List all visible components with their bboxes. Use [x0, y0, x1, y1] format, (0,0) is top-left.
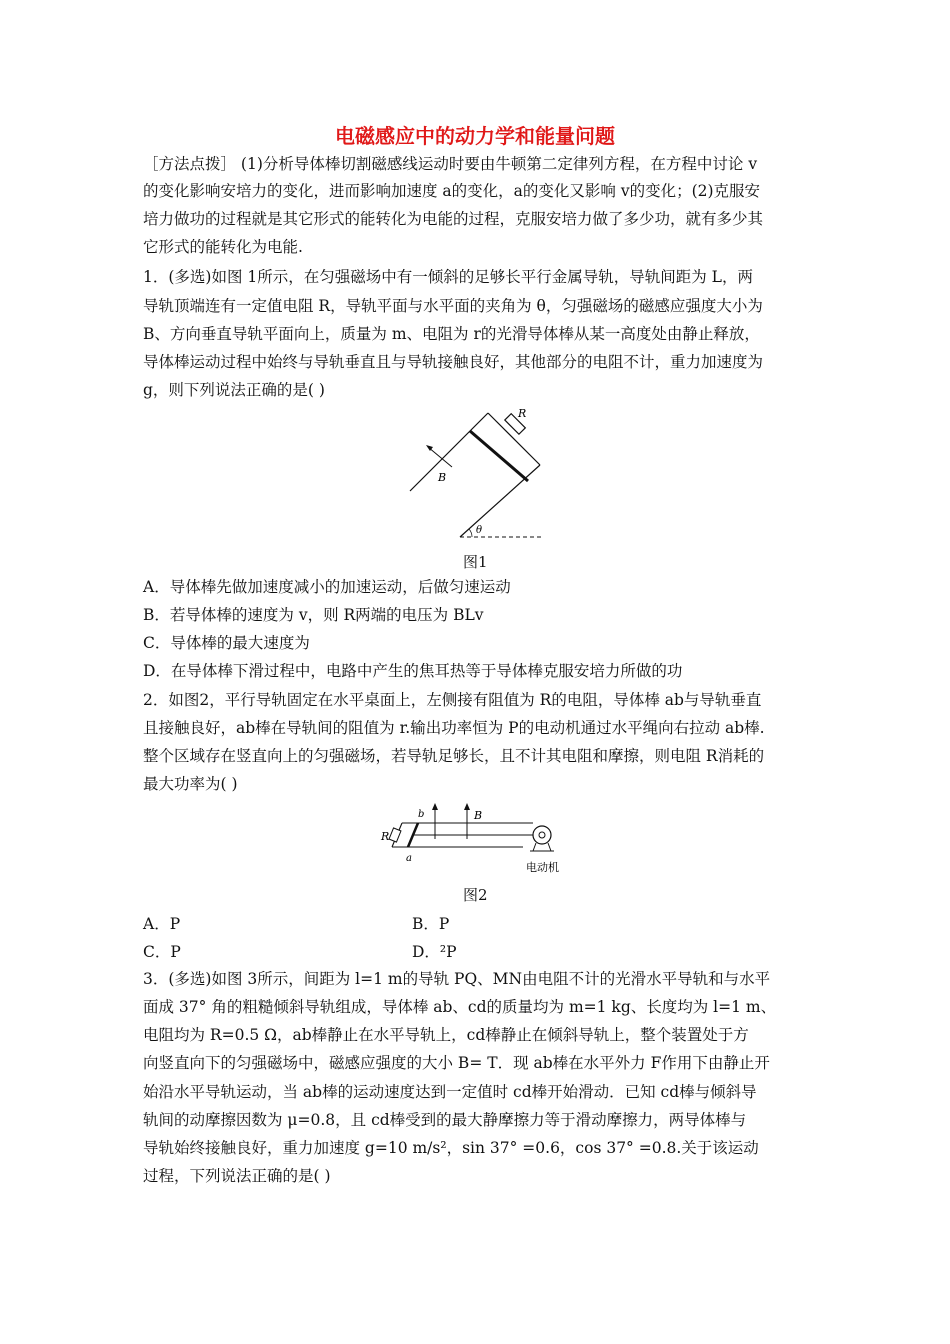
q2-option-b: B．P: [412, 915, 450, 933]
label-a: a: [406, 853, 412, 864]
figure-1-caption: 图1: [463, 553, 488, 571]
figure-2-caption: 图2: [463, 886, 488, 904]
q2-option-c: C．P: [143, 943, 181, 961]
q3-line: 电阻均为 R=0.5 Ω，ab棒静止在水平导轨上，cd棒静止在倾斜导轨上，整个装置处于方: [143, 1026, 749, 1044]
q1-option-b: B．若导体棒的速度为 v，则 R两端的电压为 BLv: [143, 606, 484, 624]
q1-option-c: C．导体棒的最大速度为: [143, 634, 310, 652]
q2-option-a: A．P: [143, 915, 181, 933]
label-B: B: [438, 471, 447, 484]
label-B: B: [474, 809, 483, 822]
q3-line: 向竖直向下的匀强磁场中，磁感应强度的大小 B= T．现 ab棒在水平外力 F作用下由静止开: [143, 1054, 770, 1072]
q2-line: 2．如图2，平行导轨固定在水平桌面上，左侧接有阻值为 R的电阻，导体棒 ab与导轨垂直: [143, 691, 762, 709]
resistor: [389, 828, 401, 842]
q1-option-d: D．在导体棒下滑过程中，电路中产生的焦耳热等于导体棒克服安培力所做的功: [143, 662, 683, 680]
intro-line: ［方法点拨］ (1)分析导体棒切割磁感线运动时要由牛顿第二定律列方程，在方程中讨论 v: [143, 155, 758, 173]
intro-line: 的变化影响安培力的变化，进而影响加速度 a的变化，a的变化又影响 v的变化；(2)克服安: [143, 182, 761, 200]
motor-axle: [539, 832, 545, 838]
figure-1-diagram: [400, 405, 550, 545]
page-title: 电磁感应中的动力学和能量问题: [335, 124, 615, 148]
q3-line: 始沿水平导轨运动，当 ab棒的运动速度达到一定值时 cd棒开始滑动．已知 cd棒与倾斜导: [143, 1083, 757, 1101]
q1-line: 1．(多选)如图 1所示，在匀强磁场中有一倾斜的足够长平行金属导轨，导轨间距为 L，两: [143, 268, 753, 286]
motor-stand-r: [548, 843, 551, 851]
q2-option-d: D．²P: [412, 943, 457, 961]
motor-stand-l: [533, 843, 536, 851]
q2-line: 且接触良好，ab棒在导轨间的阻值为 r.输出功率恒为 P的电动机通过水平绳向右拉动 ab棒.: [143, 719, 765, 737]
q3-line: 轨间的动摩擦因数为 μ=0.8，且 cd棒受到的最大静摩擦力等于滑动摩擦力，两导体棒与: [143, 1111, 747, 1129]
intro-line: 它形式的能转化为电能.: [143, 238, 303, 256]
label-theta: θ: [476, 525, 483, 536]
q1-line: B、方向垂直导轨平面向上，质量为 m、电阻为 r的光滑导体棒从某一高度处由静止释放，: [143, 325, 760, 343]
b-arrow-1-head: [432, 803, 438, 810]
q3-line: 过程，下列说法正确的是( ): [143, 1167, 331, 1185]
label-b: b: [418, 809, 425, 820]
b-arrow-2-head: [464, 803, 470, 810]
label-R: R: [518, 407, 527, 420]
intro-line: 培力做功的过程就是其它形式的能转化为电能的过程，克服安培力做了多少功，就有多少其: [143, 210, 764, 228]
q1-line: 导体棒运动过程中始终与导轨垂直且与导轨接触良好，其他部分的电阻不计，重力加速度为: [143, 353, 764, 371]
figure-2-diagram: [378, 803, 578, 878]
q2-line: 整个区域存在竖直向上的匀强磁场，若导轨足够长，且不计其电阻和摩擦，则电阻 R消耗的: [143, 747, 765, 765]
rail-right: [460, 465, 540, 537]
label-motor: 电动机: [526, 861, 559, 874]
label-R: R: [381, 830, 390, 843]
q1-line: 导轨顶端连有一定值电阻 R，导轨平面与水平面的夹角为 θ，匀强磁场的磁感应强度大小为: [143, 297, 763, 315]
rail-left: [410, 413, 488, 491]
b-field-arrow: [428, 447, 452, 467]
q3-line: 3．(多选)如图 3所示，间距为 l=1 m的导轨 PQ、MN由电阻不计的光滑水平导轨和与水平: [143, 970, 771, 988]
q1-line: g，则下列说法正确的是( ): [143, 381, 325, 399]
q2-line: 最大功率为( ): [143, 775, 238, 793]
q3-line: 导轨始终接触良好，重力加速度 g=10 m/s²，sin 37° =0.6，cos 37° =0.8.关于该运动: [143, 1139, 759, 1157]
q1-option-a: A．导体棒先做加速度减小的加速运动，后做匀速运动: [143, 578, 511, 596]
angle-arc: [469, 529, 472, 537]
q3-line: 面成 37° 角的粗糙倾斜导轨组成，导体棒 ab、cd的质量均为 m=1 kg、长度均为 l=1 m、: [143, 998, 777, 1016]
conductor-bar: [470, 431, 528, 481]
